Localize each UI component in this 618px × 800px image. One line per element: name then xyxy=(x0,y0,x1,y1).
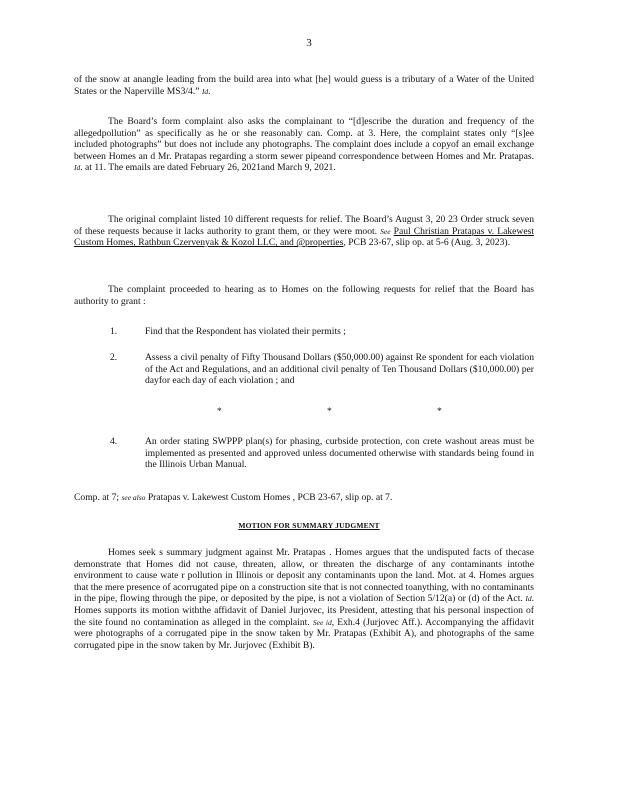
paragraph-text-end: , Exh.4 (Jurjovec Aff.). Accompanying the affidavit were photographs of a corrugated pipe in the snow taken by Mr. Pratapas (Exhibit A), and photographs of the same corrugated pipe in the snow taken by Mr. Jurjovec (Exhibit B). xyxy=(74,616,534,651)
star-mark: * xyxy=(217,406,222,417)
relief-item-number: 1. xyxy=(110,326,118,337)
paragraph-text-end: . at 11. The emails are dated February 26, 2021and March 9, 2021. xyxy=(80,162,336,174)
citation-id: Id xyxy=(525,594,532,604)
relief-item xyxy=(110,352,534,387)
paragraph-text: of the snow at anangle leading from the build area into what [he] would guess is a tributary of a Water of the United States or the Naperville MS3/4.” xyxy=(74,74,534,97)
paragraph-text-end: . xyxy=(208,85,211,97)
paragraph-text: . Homes supports its motion withthe affidavit of Daniel Jurjovec, its President, attesting that his personal inspection of the site found no contamination as alleged in the complaint. xyxy=(74,593,534,628)
paragraph-text: Comp. at 7; xyxy=(74,492,120,503)
relief-item-text: Find that the Respondent has violated their permits ; xyxy=(145,326,346,337)
relief-item xyxy=(110,436,534,471)
paragraph-text: The complaint proceeded to hearing as to Homes on the following requests for relief that the Board has authority to grant : xyxy=(74,284,534,307)
paragraph-text: Homes seek s summary judgment against Mr. Pratapas . Homes argues that the undisputed facts of thecase demonstrate that Homes did not cause, threaten, allow, or threaten the discharge of any contaminants intothe environment to cause wate r pollution in Illinois or deposit any contaminants upon the land. Mot. at 4. Homes argues that the mere presence of acorrugated pipe on a construction site that is not connected toanything, with no contaminants in the pipe, flowing through the pipe, or deposited by the pipe, is not a violation of Section 5/12(a) or (d) of the Act. xyxy=(74,547,534,605)
relief-item-number: 4. xyxy=(110,436,118,447)
paragraph-original-complaint xyxy=(74,214,534,249)
relief-item-text: Assess a civil penalty of Fifty Thousand Dollars ($50,000.00) against Re spondent for each violation of the Act and Regulations, and an additional civil penalty of Ten Thousand Dollars ($10,000.00) per dayfor each day of each violation ; and xyxy=(145,352,534,387)
paragraph-requests-intro xyxy=(74,284,534,307)
paragraph-comp-citation xyxy=(74,492,534,504)
star-mark: * xyxy=(327,406,332,417)
citation-see-id: See id xyxy=(312,617,332,627)
citation-see: See xyxy=(380,226,391,236)
paragraph-text-end: Pratapas v. Lakewest Custom Homes , PCB 23-67, slip op. at 7. xyxy=(147,492,393,503)
paragraph-text: The original complaint listed 10 different requests for relief. The Board’s August 3, 20 23 Order struck seven of these requests because it lacks authority to grant them, or they were moot. xyxy=(74,214,534,237)
citation-id: Id xyxy=(201,86,209,96)
paragraph-form-complaint xyxy=(74,116,534,174)
page-number: 3 xyxy=(306,37,312,49)
star-mark: * xyxy=(437,406,442,417)
relief-item xyxy=(110,326,534,338)
paragraph-continuation xyxy=(74,74,534,97)
relief-item-number: 2. xyxy=(110,352,118,363)
paragraph-text-end: , PCB 23-67, slip op. at 5-6 (Aug. 3, 2023). xyxy=(343,237,510,249)
paragraph-motion xyxy=(74,547,534,651)
paragraph-text: The Board’s form complaint also asks the complainant to “[d]escribe the duration and frequency of the allegedpollution” as specifically as he or she reasonably can. Comp. at 3. Here, the complaint states only “[s]ee included photographs” but does not include any photographs. The complaint does include a copyof an email exchange between Homes an d Mr. Pratapas regarding a storm sewer pipeand correspondence between Homes and Mr. Pratapas. xyxy=(74,116,534,162)
section-heading: MOTION FOR SUMMARY JUDGMENT xyxy=(238,521,380,530)
citation-see-also: see also xyxy=(121,493,146,502)
case-citation: Paul Christian Pratapas v. Lakewest Custom Homes, Rathbun Czervenyak & Kozol LLC, and @properties xyxy=(74,225,534,249)
relief-item-text: An order stating SWPPP plan(s) for phasing, curbside protection, con crete washout areas must be implemented as presented and approved unless documented otherwise with standards being found in the Illinois Urban Manual. xyxy=(145,436,534,471)
citation-id: Id xyxy=(74,163,81,173)
omission-stars xyxy=(0,406,618,418)
